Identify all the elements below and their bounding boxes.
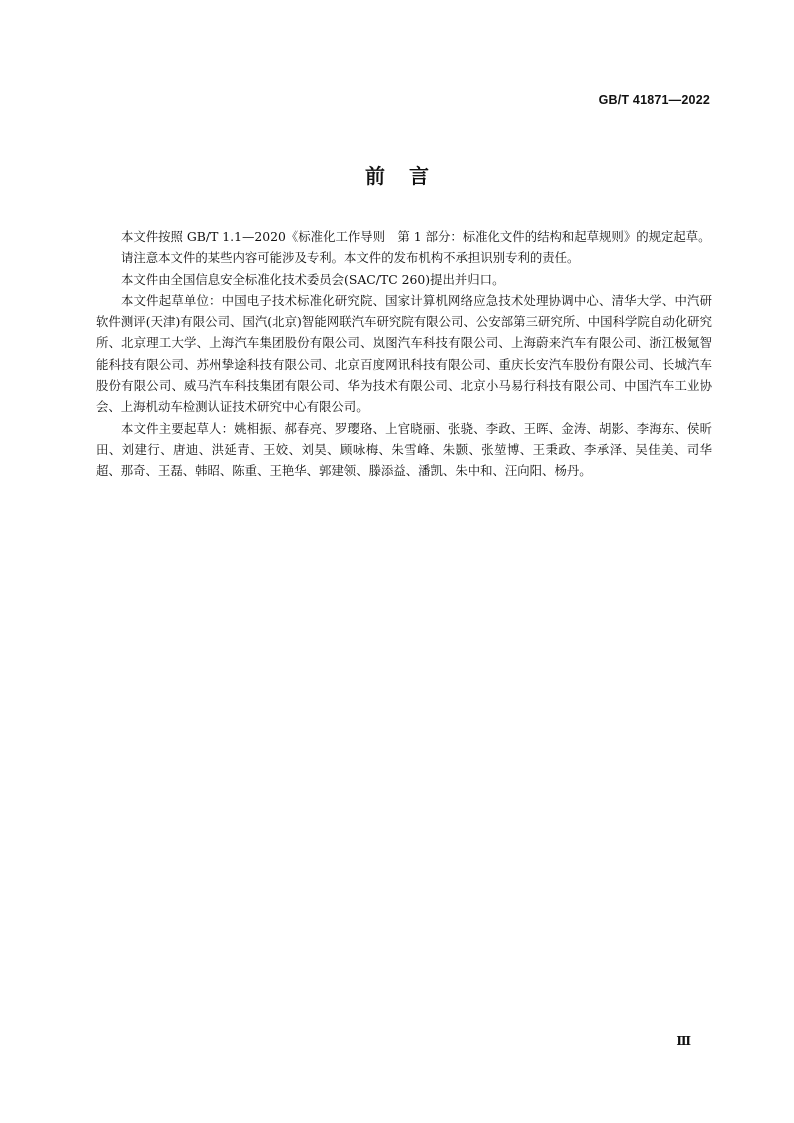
paragraph-patent-notice: 请注意本文件的某些内容可能涉及专利。本文件的发布机构不承担识别专利的责任。 (121, 250, 580, 266)
page-number: Ⅲ (676, 1034, 691, 1048)
foreword-body (96, 226, 712, 482)
paragraph-drafting-units: 本文件起草单位：中国电子技术标准化研究院、国家计算机网络应急技术处理协调中心、清华大学、中汽研软件测评(天津)有限公司、国汽(北京)智能网联汽车研究院有限公司、公安部第三研究所、中国科学院自动化研究所、北京理工大学、上海汽车集团股份有限公司、岚图汽车科技有限公司、上海蔚来汽车有限公司、浙江极氪智能科技有限公司、苏州挚途科技有限公司、北京百度网讯科技有限公司、重庆长安汽车股份有限公司、长城汽车股份有限公司、威马汽车科技集团有限公司、华为技术有限公司、北京小马易行科技有限公司、中国汽车工业协会、上海机动车检测认证技术研究中心有限公司。 (96, 292, 712, 415)
paragraph-drafting-rules: 本文件按照 GB/T 1.1—2020《标准化工作导则 第 1 部分：标准化文件的结构和起草规则》的规定起草。 (121, 229, 711, 244)
standard-number: GB/T 41871—2022 (598, 93, 710, 107)
paragraph-drafters: 本文件主要起草人：姚相振、郝春亮、罗璎珞、上官晓丽、张骁、李政、王晖、金涛、胡影、李海东、侯昕田、刘建行、唐迪、洪延青、王姣、刘昊、顾咏梅、朱雪峰、朱颢、张堃博、王秉政、李承泽、吴佳美、司华超、那奇、王磊、韩昭、陈重、王艳华、郭建领、滕添益、潘凯、朱中和、汪向阳、杨丹。 (96, 420, 712, 479)
paragraph-proposer: 本文件由全国信息安全标准化技术委员会(SAC/TC 260)提出并归口。 (121, 271, 505, 287)
page-title: 前言 (365, 164, 453, 188)
